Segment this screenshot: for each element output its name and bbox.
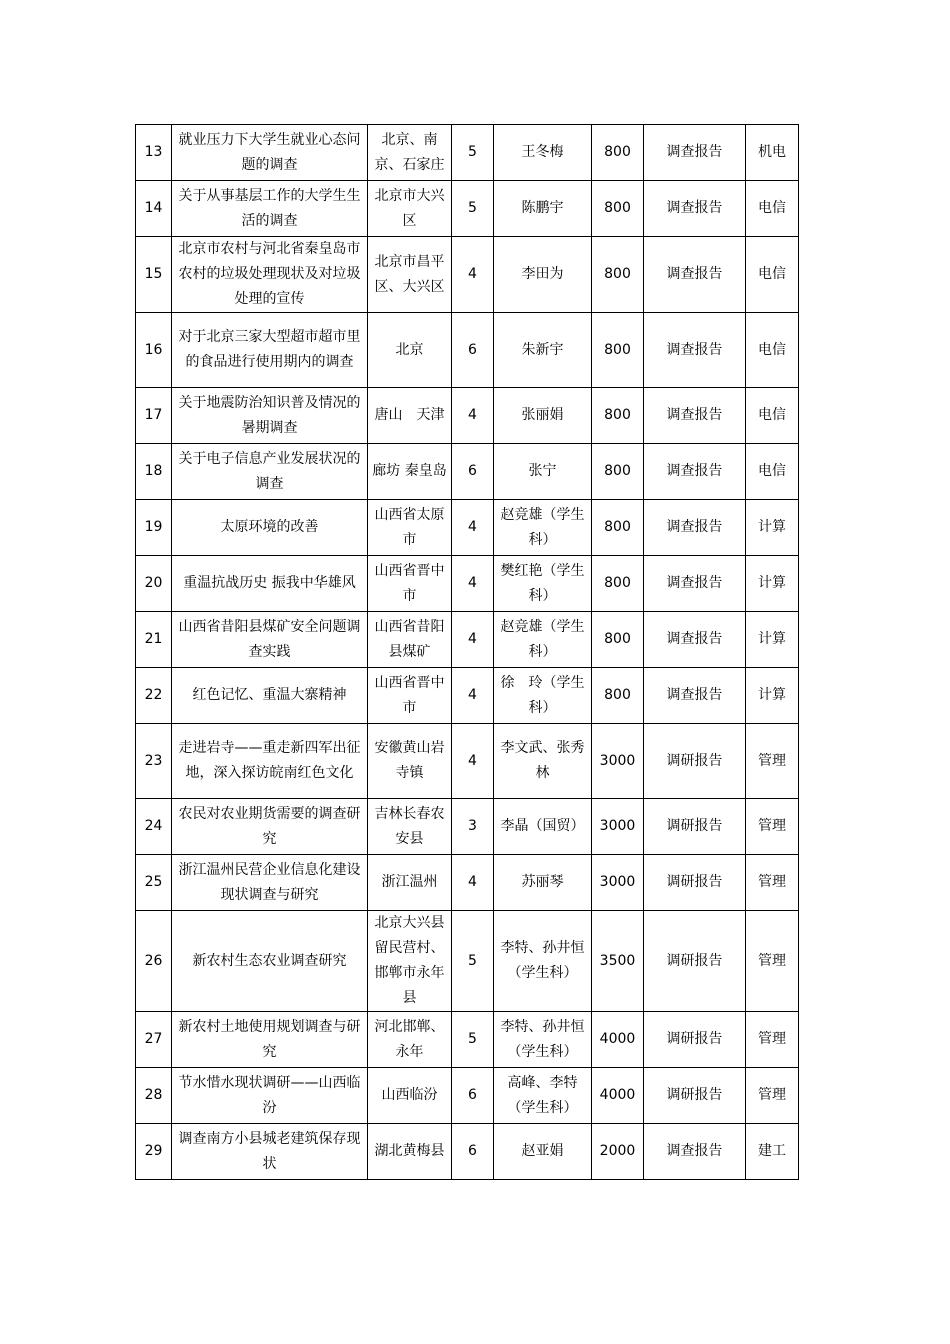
table-body [136, 125, 799, 1180]
leader-cell: 李晶（国贸） [494, 799, 592, 855]
result-type-cell: 调研报告 [644, 1012, 746, 1068]
leader-cell: 赵亚娟 [494, 1124, 592, 1180]
result-type-cell: 调查报告 [644, 237, 746, 313]
department-cell: 电信 [746, 388, 799, 444]
department-cell: 计算 [746, 612, 799, 668]
project-title-cell: 新农村生态农业调查研究 [172, 911, 368, 1012]
member-count-cell: 5 [452, 181, 494, 237]
project-table [135, 124, 799, 1180]
funding-cell: 800 [592, 500, 644, 556]
location-cell: 北京 [368, 313, 452, 388]
project-title-cell: 关于地震防治知识普及情况的暑期调查 [172, 388, 368, 444]
leader-cell: 陈鹏宇 [494, 181, 592, 237]
funding-cell: 3500 [592, 911, 644, 1012]
leader-cell: 王冬梅 [494, 125, 592, 181]
table-row [136, 388, 799, 444]
location-cell: 山西省晋中市 [368, 668, 452, 724]
department-cell: 管理 [746, 799, 799, 855]
table-row [136, 799, 799, 855]
leader-cell: 李特、孙井恒（学生科） [494, 911, 592, 1012]
table-row [136, 444, 799, 500]
table-row [136, 237, 799, 313]
department-cell: 电信 [746, 237, 799, 313]
result-type-cell: 调查报告 [644, 612, 746, 668]
funding-cell: 800 [592, 125, 644, 181]
funding-cell: 2000 [592, 1124, 644, 1180]
location-cell: 北京市昌平区、大兴区 [368, 237, 452, 313]
result-type-cell: 调研报告 [644, 1068, 746, 1124]
leader-cell: 赵竞雄（学生科） [494, 500, 592, 556]
funding-cell: 800 [592, 181, 644, 237]
location-cell: 吉林长春农安县 [368, 799, 452, 855]
member-count-cell: 4 [452, 500, 494, 556]
leader-cell: 张宁 [494, 444, 592, 500]
table-row [136, 500, 799, 556]
result-type-cell: 调研报告 [644, 724, 746, 799]
department-cell: 电信 [746, 444, 799, 500]
member-count-cell: 4 [452, 612, 494, 668]
table-row [136, 668, 799, 724]
funding-cell: 800 [592, 556, 644, 612]
project-title-cell: 关于电子信息产业发展状况的调查 [172, 444, 368, 500]
leader-cell: 赵竞雄（学生科） [494, 612, 592, 668]
table-row [136, 181, 799, 237]
member-count-cell: 4 [452, 855, 494, 911]
funding-cell: 4000 [592, 1012, 644, 1068]
location-cell: 山西省太原市 [368, 500, 452, 556]
project-title-cell: 走进岩寺——重走新四军出征地，深入探访皖南红色文化 [172, 724, 368, 799]
member-count-cell: 6 [452, 444, 494, 500]
row-number-cell: 22 [136, 668, 172, 724]
result-type-cell: 调查报告 [644, 556, 746, 612]
member-count-cell: 3 [452, 799, 494, 855]
department-cell: 机电 [746, 125, 799, 181]
project-title-cell: 太原环境的改善 [172, 500, 368, 556]
funding-cell: 800 [592, 444, 644, 500]
leader-cell: 朱新宇 [494, 313, 592, 388]
location-cell: 山西省晋中市 [368, 556, 452, 612]
department-cell: 管理 [746, 911, 799, 1012]
funding-cell: 3000 [592, 799, 644, 855]
funding-cell: 800 [592, 388, 644, 444]
project-title-cell: 调查南方小县城老建筑保存现状 [172, 1124, 368, 1180]
project-title-cell: 农民对农业期货需要的调查研究 [172, 799, 368, 855]
project-title-cell: 重温抗战历史 振我中华雄风 [172, 556, 368, 612]
row-number-cell: 14 [136, 181, 172, 237]
member-count-cell: 4 [452, 556, 494, 612]
table-row [136, 911, 799, 1012]
table-row [136, 313, 799, 388]
department-cell: 建工 [746, 1124, 799, 1180]
result-type-cell: 调查报告 [644, 500, 746, 556]
location-cell: 河北邯郸、永年 [368, 1012, 452, 1068]
member-count-cell: 5 [452, 1012, 494, 1068]
project-title-cell: 山西省昔阳县煤矿安全问题调查实践 [172, 612, 368, 668]
member-count-cell: 6 [452, 1124, 494, 1180]
project-title-cell: 对于北京三家大型超市超市里的食品进行使用期内的调查 [172, 313, 368, 388]
table-row [136, 612, 799, 668]
table-row [136, 855, 799, 911]
row-number-cell: 20 [136, 556, 172, 612]
location-cell: 山西临汾 [368, 1068, 452, 1124]
table-row [136, 1068, 799, 1124]
table-row [136, 556, 799, 612]
result-type-cell: 调查报告 [644, 1124, 746, 1180]
funding-cell: 3000 [592, 855, 644, 911]
row-number-cell: 19 [136, 500, 172, 556]
member-count-cell: 6 [452, 1068, 494, 1124]
leader-cell: 李田为 [494, 237, 592, 313]
funding-cell: 800 [592, 612, 644, 668]
location-cell: 湖北黄梅县 [368, 1124, 452, 1180]
row-number-cell: 26 [136, 911, 172, 1012]
location-cell: 浙江温州 [368, 855, 452, 911]
row-number-cell: 27 [136, 1012, 172, 1068]
member-count-cell: 4 [452, 237, 494, 313]
department-cell: 计算 [746, 556, 799, 612]
result-type-cell: 调研报告 [644, 855, 746, 911]
member-count-cell: 5 [452, 125, 494, 181]
leader-cell: 高峰、李特（学生科） [494, 1068, 592, 1124]
row-number-cell: 29 [136, 1124, 172, 1180]
table-row [136, 125, 799, 181]
result-type-cell: 调查报告 [644, 313, 746, 388]
row-number-cell: 18 [136, 444, 172, 500]
location-cell: 山西省昔阳县煤矿 [368, 612, 452, 668]
project-title-cell: 北京市农村与河北省秦皇岛市农村的垃圾处理现状及对垃圾处理的宣传 [172, 237, 368, 313]
member-count-cell: 4 [452, 388, 494, 444]
location-cell: 安徽黄山岩寺镇 [368, 724, 452, 799]
department-cell: 管理 [746, 1012, 799, 1068]
table-row [136, 724, 799, 799]
funding-cell: 4000 [592, 1068, 644, 1124]
project-title-cell: 就业压力下大学生就业心态问题的调查 [172, 125, 368, 181]
member-count-cell: 6 [452, 313, 494, 388]
funding-cell: 3000 [592, 724, 644, 799]
leader-cell: 李特、孙井恒（学生科） [494, 1012, 592, 1068]
result-type-cell: 调研报告 [644, 799, 746, 855]
department-cell: 计算 [746, 500, 799, 556]
row-number-cell: 17 [136, 388, 172, 444]
row-number-cell: 24 [136, 799, 172, 855]
location-cell: 北京、南京、石家庄 [368, 125, 452, 181]
result-type-cell: 调查报告 [644, 181, 746, 237]
department-cell: 管理 [746, 724, 799, 799]
row-number-cell: 15 [136, 237, 172, 313]
funding-cell: 800 [592, 237, 644, 313]
project-title-cell: 关于从事基层工作的大学生生活的调查 [172, 181, 368, 237]
department-cell: 管理 [746, 855, 799, 911]
row-number-cell: 25 [136, 855, 172, 911]
result-type-cell: 调查报告 [644, 444, 746, 500]
project-title-cell: 红色记忆、重温大寨精神 [172, 668, 368, 724]
project-title-cell: 新农村土地使用规划调查与研究 [172, 1012, 368, 1068]
funding-cell: 800 [592, 668, 644, 724]
project-title-cell: 浙江温州民营企业信息化建设现状调查与研究 [172, 855, 368, 911]
funding-cell: 800 [592, 313, 644, 388]
leader-cell: 徐 玲（学生科） [494, 668, 592, 724]
project-title-cell: 节水惜水现状调研——山西临汾 [172, 1068, 368, 1124]
row-number-cell: 28 [136, 1068, 172, 1124]
result-type-cell: 调查报告 [644, 668, 746, 724]
member-count-cell: 4 [452, 724, 494, 799]
location-cell: 北京大兴县留民营村、邯郸市永年县 [368, 911, 452, 1012]
department-cell: 电信 [746, 181, 799, 237]
result-type-cell: 调查报告 [644, 125, 746, 181]
leader-cell: 李文武、张秀林 [494, 724, 592, 799]
department-cell: 计算 [746, 668, 799, 724]
location-cell: 北京市大兴区 [368, 181, 452, 237]
member-count-cell: 5 [452, 911, 494, 1012]
row-number-cell: 21 [136, 612, 172, 668]
table-row [136, 1012, 799, 1068]
row-number-cell: 23 [136, 724, 172, 799]
location-cell: 唐山 天津 [368, 388, 452, 444]
result-type-cell: 调查报告 [644, 388, 746, 444]
table-row [136, 1124, 799, 1180]
leader-cell: 苏丽琴 [494, 855, 592, 911]
location-cell: 廊坊 秦皇岛 [368, 444, 452, 500]
row-number-cell: 13 [136, 125, 172, 181]
row-number-cell: 16 [136, 313, 172, 388]
department-cell: 管理 [746, 1068, 799, 1124]
leader-cell: 张丽娟 [494, 388, 592, 444]
member-count-cell: 4 [452, 668, 494, 724]
department-cell: 电信 [746, 313, 799, 388]
result-type-cell: 调研报告 [644, 911, 746, 1012]
leader-cell: 樊红艳（学生科） [494, 556, 592, 612]
